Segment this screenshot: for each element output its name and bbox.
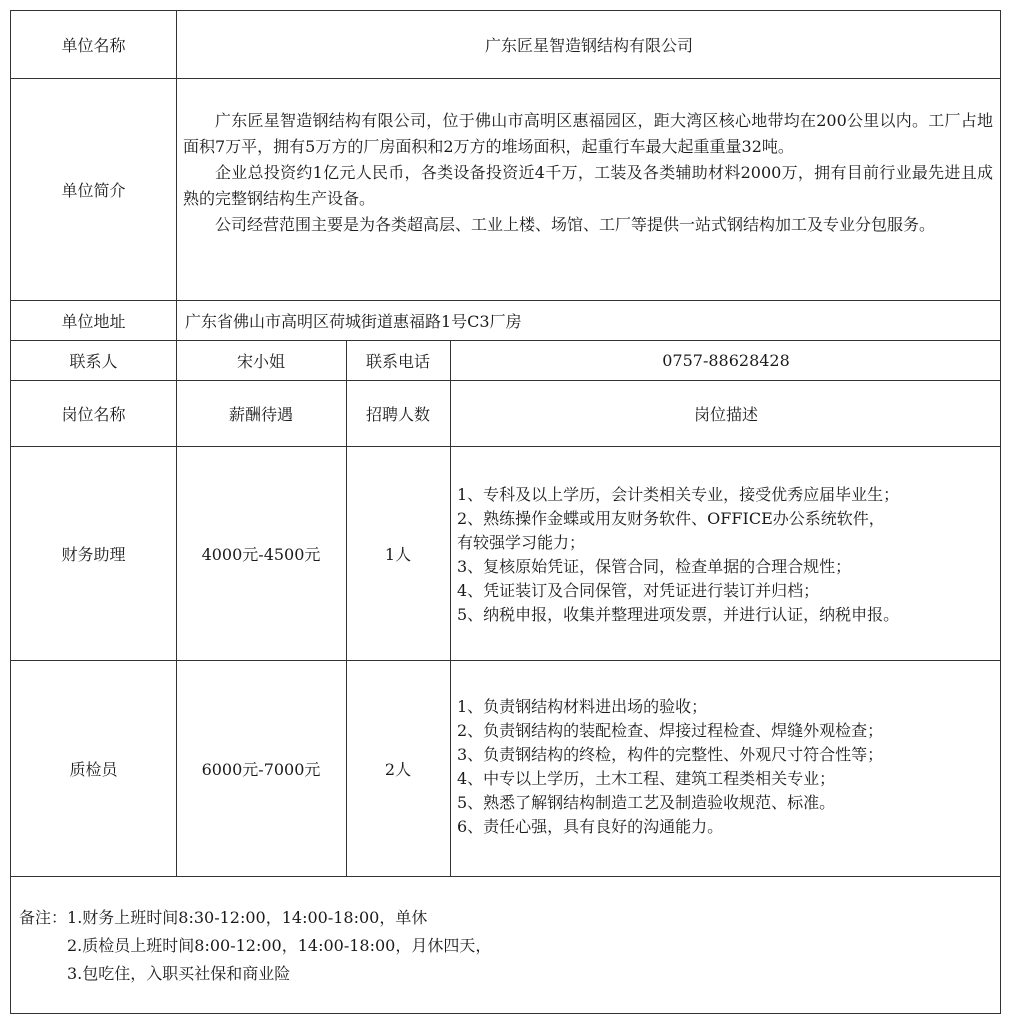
description-line: 3、复核原始凭证，保管合同，检查单据的合理合规性；: [457, 557, 852, 576]
company-intro-text: [183, 108, 993, 238]
job-count: 1人: [384, 544, 412, 564]
row-divider: [11, 876, 1000, 877]
description-line: 6、责任心强，具有良好的沟通能力。: [457, 817, 724, 836]
description-line: 5、纳税申报，收集并整理进项发票，并进行认证，纳税申报。: [457, 605, 900, 624]
job-count: 2人: [384, 759, 412, 779]
contact-label: 联系人: [69, 351, 118, 371]
description-line: 2、负责钢结构的装配检查、焊接过程检查、焊缝外观检查；: [457, 721, 884, 740]
company-address-label: 单位地址: [61, 311, 126, 331]
description-line: 2、熟练操作金蝶或用友财务软件、OFFICE办公系统软件，: [457, 509, 885, 528]
note-line: 1.财务上班时间8:30-12:00，14:00-18:00，单休: [67, 908, 428, 927]
contact-value: 宋小姐: [236, 351, 285, 371]
header-count: 招聘人数: [365, 404, 430, 424]
job-description: [457, 695, 997, 839]
job-salary: 6000元-7000元: [201, 759, 321, 779]
note-line: 2.质检员上班时间8:00-12:00，14:00-18:00，月休四天，: [67, 936, 492, 955]
phone-label: 联系电话: [365, 351, 430, 371]
header-description: 岗位描述: [693, 404, 758, 424]
job-description: [457, 483, 997, 627]
description-line: 4、凭证装订及合同保管，对凭证进行装订并归档；: [457, 581, 820, 600]
job-position: 质检员: [69, 759, 118, 779]
intro-paragraph: 公司经营范围主要是为各类超高层、工业上楼、场馆、工厂等提供一站式钢结构加工及专业分包服务。: [215, 215, 936, 234]
description-line: 3、负责钢结构的终检，构件的完整性、外观尺寸符合性等；: [457, 745, 884, 764]
description-line: 有较强学习能力；: [457, 533, 586, 552]
company-name-label: 单位名称: [61, 36, 126, 55]
company-intro-label: 单位简介: [61, 180, 126, 200]
header-salary: 薪酬待遇: [228, 404, 293, 424]
phone-value: 0757-88628428: [662, 350, 790, 370]
notes: [19, 904, 491, 988]
company-name-value: 广东匠星智造钢结构有限公司: [484, 36, 693, 55]
intro-paragraph: 广东匠星智造钢结构有限公司，位于佛山市高明区惠福园区，距大湾区核心地带均在200公里以内。工厂占地面积7万平，拥有5万方的厂房面积和2万方的堆场面积，起重行车最大起重重量32吨。: [183, 111, 993, 156]
description-line: 1、专科及以上学历，会计类相关专业，接受优秀应届毕业生；: [457, 485, 900, 504]
job-position: 财务助理: [61, 544, 126, 564]
description-line: 4、中专以上学历，土木工程、建筑工程类相关专业；: [457, 769, 836, 788]
note-line: 3.包吃住，入职买社保和商业险: [67, 964, 291, 983]
recruitment-table: [10, 10, 1001, 1014]
notes-prefix: 备注：: [19, 908, 68, 927]
description-line: 5、熟悉了解钢结构制造工艺及制造验收规范、标准。: [457, 793, 836, 812]
header-position: 岗位名称: [61, 404, 126, 424]
company-address-value: 广东省佛山市高明区荷城街道惠福路1号C3厂房: [185, 311, 522, 331]
job-salary: 4000元-4500元: [201, 544, 321, 564]
intro-paragraph: 企业总投资约1亿元人民币，各类设备投资近4千万，工装及各类辅助材料2000万，拥有目前行业最先进且成熟的完整钢结构生产设备。: [183, 163, 993, 208]
description-line: 1、负责钢结构材料进出场的验收；: [457, 697, 708, 716]
